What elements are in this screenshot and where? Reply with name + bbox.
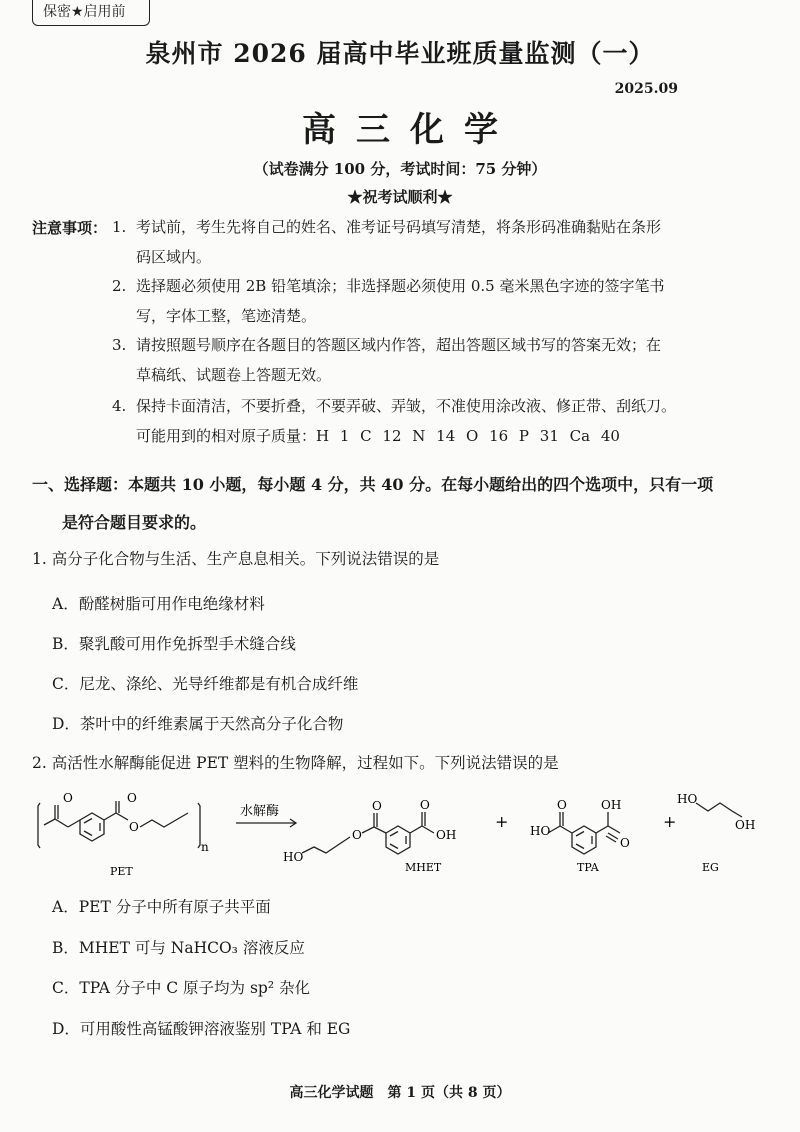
atom-label: HO [283, 850, 304, 864]
note-line: 码区域内。 [136, 248, 212, 266]
section-line: 一、选择题：本题共 10 小题，每小题 4 分，共 40 分。在每小题给出的四个选项中，只有一项 [32, 475, 714, 494]
atom-label: O [620, 836, 630, 850]
note-line: 考试前，考生先将自己的姓名、准考证号码填写清楚，将条形码准确黏贴在条形 [136, 218, 662, 236]
label-pet: PET [110, 865, 133, 878]
atom-label: OH [601, 798, 622, 812]
arrow-label: 水解酶 [240, 804, 280, 819]
q2-option-c: C．TPA 分子中 C 原子均为 sp² 杂化 [52, 979, 310, 997]
plus-sign: + [663, 812, 677, 831]
confidential-stamp: 保密★启用前 [32, 0, 150, 26]
note-item-4 [112, 391, 760, 421]
atom-label: O [372, 799, 382, 813]
note-item-3 [112, 330, 760, 390]
note-number: 4. [112, 397, 127, 415]
label-mhet: MHET [405, 861, 442, 874]
note-number: 2. [112, 277, 127, 295]
atomic-masses: 可能用到的相对原子质量：H 1 C 12 N 14 O 16 P 31 Ca 40 [136, 427, 620, 445]
note-line: 草稿纸、试题卷上答题无效。 [136, 366, 332, 384]
note-line: 选择题必须使用 2B 铅笔填涂；非选择题必须使用 0.5 毫米黑色字迹的签字笔书 [136, 277, 665, 295]
note-number: 1. [112, 218, 127, 236]
reaction-scheme [0, 775, 800, 885]
note-item-1 [112, 212, 760, 272]
atom-label: O [420, 798, 430, 812]
notes-label: 注意事项： [32, 219, 108, 237]
q2-option-a: A．PET 分子中所有原子共平面 [52, 898, 271, 916]
polymer-n: n [201, 840, 209, 854]
question-2-stem: 2. 高活性水解酶能促进 PET 塑料的生物降解，过程如下。下列说法错误的是 [32, 754, 559, 772]
note-line: 写，字体工整，笔迹清楚。 [136, 307, 317, 325]
label-tpa: TPA [577, 861, 599, 874]
note-item-2 [112, 271, 760, 331]
note-line: 请按照题号顺序在各题目的答题区域内作答，超出答题区域书写的答案无效；在 [136, 336, 662, 354]
atom-label: HO [530, 824, 551, 838]
atom-label: HO [677, 792, 698, 806]
exam-info: （试卷满分 100 分，考试时间：75 分钟） [253, 160, 547, 178]
good-luck-line: ★祝考试顺利★ [347, 188, 453, 206]
q2-option-d: D．可用酸性高锰酸钾溶液鉴别 TPA 和 EG [52, 1020, 351, 1038]
q2-option-b: B．MHET 可与 NaHCO₃ 溶液反应 [52, 939, 305, 957]
exam-date: 2025.09 [614, 81, 678, 97]
plus-sign: + [495, 812, 509, 831]
note-line: 保持卡面清洁，不要折叠，不要弄破、弄皱，不准使用涂改液、修正带、刮纸刀。 [136, 397, 677, 415]
exam-title: 泉州市 2026 届高中毕业班质量监测（一） [145, 39, 655, 68]
section-line: 是符合题目要求的。 [62, 513, 207, 532]
subject-title: 高三化学 [302, 110, 518, 150]
atom-label: O [557, 798, 567, 812]
atom-label: OH [735, 818, 756, 832]
atom-label: O [129, 820, 139, 834]
question-1-stem: 1. 高分子化合物与生活、生产息息相关。下列说法错误的是 [32, 550, 440, 568]
label-eg: EG [702, 861, 719, 874]
note-number: 3. [112, 336, 127, 354]
atom-label: O [127, 791, 137, 805]
page-footer: 高三化学试题 第 1 页（共 8 页） [289, 1085, 511, 1101]
q1-option-d: D．茶叶中的纤维素属于天然高分子化合物 [52, 715, 344, 733]
atom-label: O [63, 791, 73, 805]
atom-label: O [352, 828, 362, 842]
section-heading [32, 466, 772, 542]
atom-label: OH [436, 828, 457, 842]
q1-option-a: A．酚醛树脂可用作电绝缘材料 [52, 595, 265, 613]
q1-option-b: B．聚乳酸可用作免拆型手术缝合线 [52, 635, 296, 653]
q1-option-c: C．尼龙、涤纶、光导纤维都是有机合成纤维 [52, 675, 359, 693]
